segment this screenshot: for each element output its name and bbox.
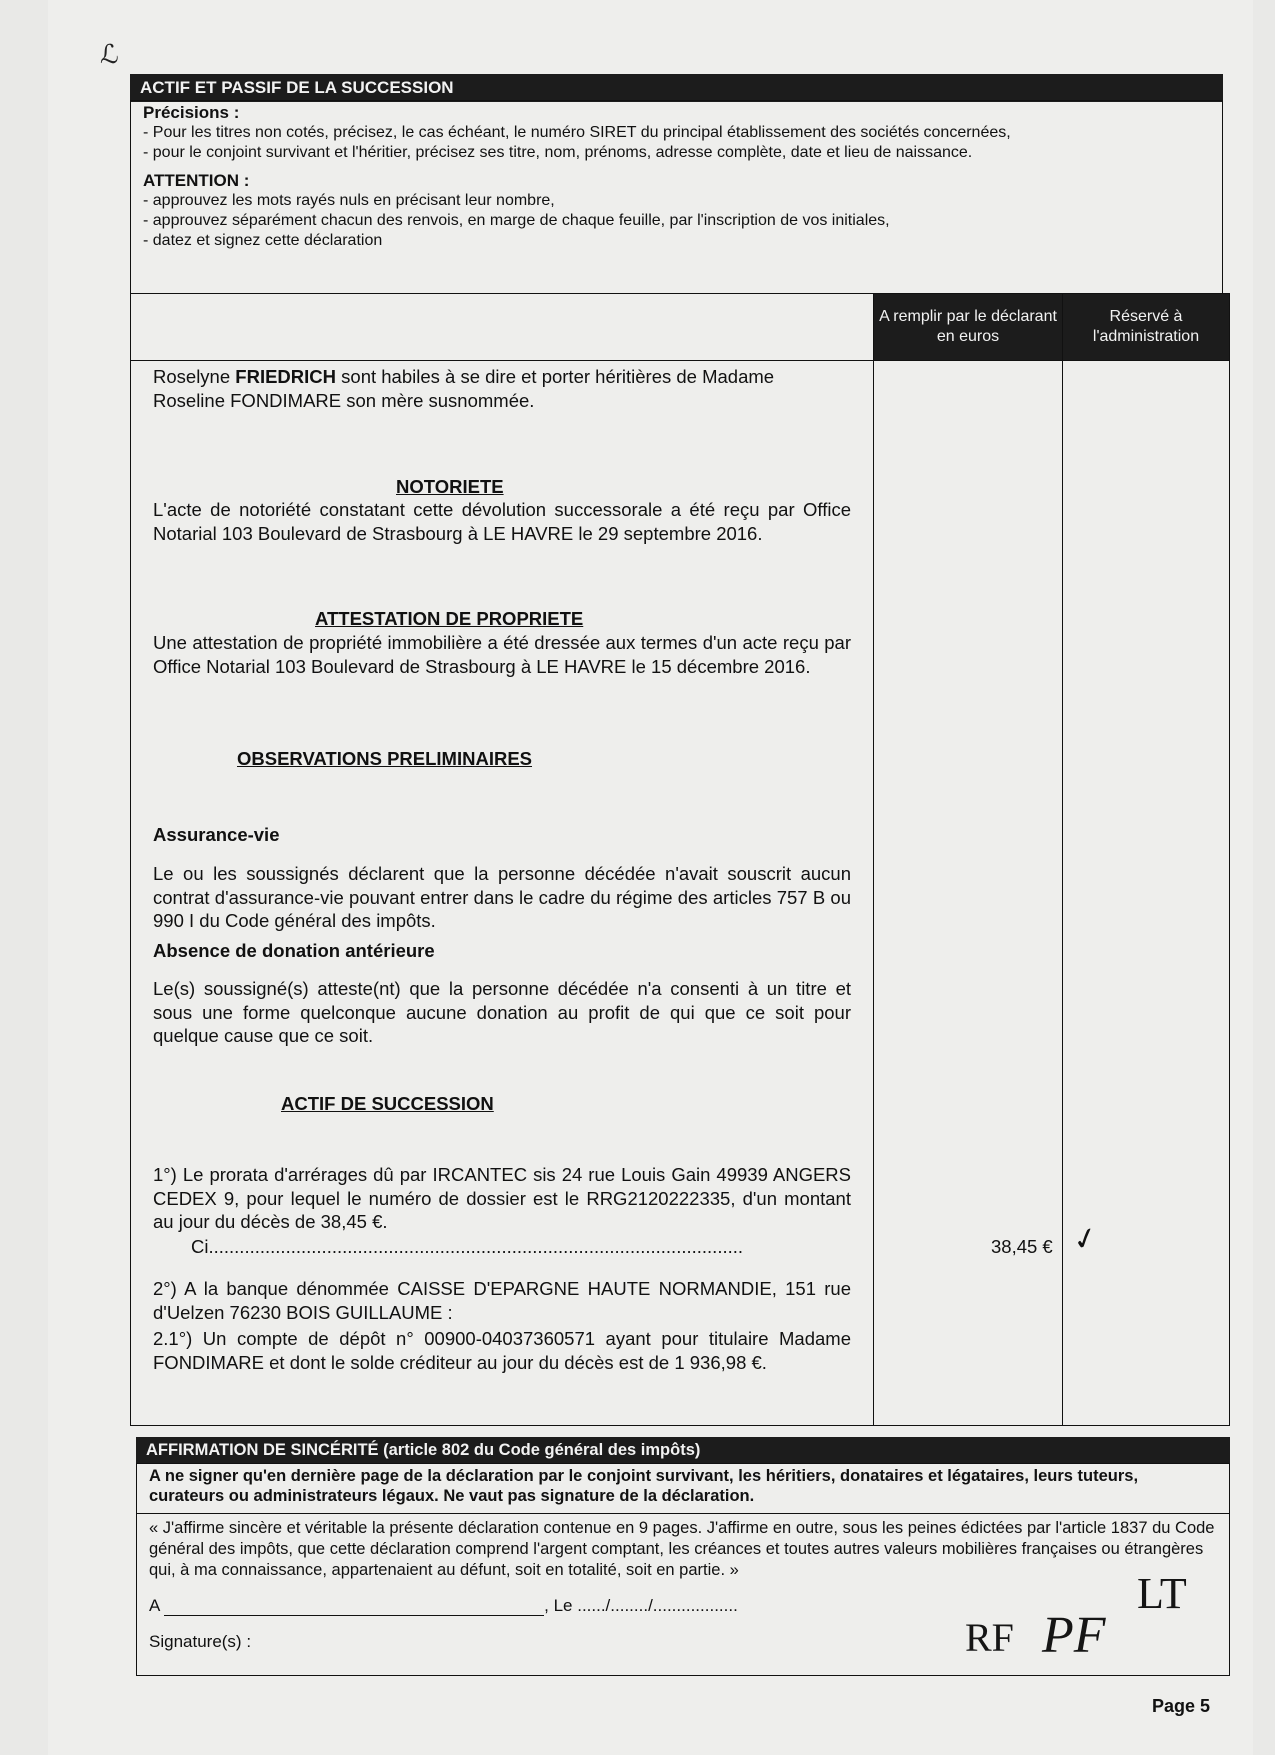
sincerity-title-bar [136, 1437, 1230, 1463]
assurance-title: Assurance-vie [153, 824, 280, 845]
check-mark-icon: ✓ [1069, 1220, 1102, 1259]
donation-title: Absence de donation antérieure [153, 940, 435, 961]
sincerity-box [136, 1463, 1230, 1676]
actif-item-1-ci: Ci........................................................................................................ [191, 1236, 744, 1257]
actif-title: ACTIF DE SUCCESSION [281, 1093, 494, 1114]
heirs-paragraph [153, 365, 851, 412]
actif-item-2: 2°) A la banque dénommée CAISSE D'EPARGNE HAUTE NORMANDIE, 151 rue d'Uelzen 76230 BOIS GUILLAUME : [153, 1278, 851, 1323]
actif-item-1 [153, 1163, 851, 1234]
declaration-table [130, 293, 1230, 1426]
actif-item-1-text: 1°) Le prorata d'arrérages dû par IRCANTEC sis 24 rue Louis Gain 49939 ANGERS CEDEX 9, pour lequel le numéro de dossier est le RRG2120222335, d'un montant au jour du décès de 38,45 €. [153, 1164, 851, 1232]
place-label: A [149, 1596, 160, 1615]
column-header-administration: Réservé à l'administration [1063, 294, 1229, 360]
donation-text: Le(s) soussigné(s) atteste(nt) que la personne décédée n'a consenti à un titre et sous une forme quelconque aucune donation au profit de qui que ce soit pour quelque cause que ce soit. [153, 978, 851, 1046]
heirs-text-2: Roseline FONDIMARE son mère susnommée. [153, 389, 535, 411]
actif-item-1-amount: 38,45 € [991, 1236, 1053, 1257]
observations-title: OBSERVATIONS PRELIMINAIRES [237, 748, 533, 769]
attestation-title: ATTESTATION DE PROPRIETE [315, 608, 584, 629]
margin-mark: ℒ [100, 40, 119, 69]
sincerity-warning: A ne signer qu'en dernière page de la déclaration par le conjoint survivant, les héritiers, donataires et légataires, leurs tuteurs, curateurs ou administrateurs légaux. Ne vaut pas signature de la déclaration. [137, 1464, 1229, 1514]
handwritten-initials: RF [965, 1615, 1014, 1660]
notoriete-title: NOTORIETE [396, 476, 504, 497]
signature-label: Signature(s) : [149, 1632, 252, 1651]
actif-item-2-1: 2.1°) Un compte de dépôt n° 00900-04037360571 ayant pour titulaire Madame FONDIMARE et dont le solde créditeur au jour du décès est de 1 936,98 €. [153, 1328, 851, 1373]
date-field[interactable]: , Le ....../......../.................. [544, 1596, 738, 1615]
place-date-row [149, 1596, 738, 1616]
sincerity-statement: « J'affirme sincère et véritable la présente déclaration contenue en 9 pages. J'affirme en outre, sous les peines édictées par l'article 1837 du Code général des impôts, que cette déclaration comprend l'argent comptant, les créances et toutes autres valeurs mobilières françaises ou étrangères qui, à ma connaissance, appartenaient au défunt, soit en totalité, soit en partie. » [149, 1519, 1215, 1579]
attention-heading: ATTENTION : [143, 171, 250, 190]
heir-surname: FRIEDRICH [235, 366, 337, 387]
precision-line: - Pour les titres non cotés, précisez, le cas échéant, le numéro SIRET du principal établissement des sociétés concernées, [143, 124, 1011, 141]
section-title-text: ACTIF ET PASSIF DE LA SUCCESSION [140, 78, 454, 97]
place-field[interactable] [164, 1599, 544, 1616]
assurance-text: Le ou les soussignés déclarent que la personne décédée n'avait souscrit aucun contrat d'assurance-vie pouvant entrer dans le cadre du régime des articles 757 B ou 990 I du Code général des impôts. [153, 863, 851, 931]
handwritten-initials: PF [1042, 1607, 1106, 1664]
precisions-heading: Précisions : [143, 103, 240, 122]
heirs-text: sont habiles à se dire et porter héritières de Madame [341, 366, 775, 387]
precision-line: - pour le conjoint survivant et l'héritier, précisez ses titre, nom, prénoms, adresse complète, date et lieu de naissance. [143, 144, 973, 161]
section-title-actif-passif [130, 74, 1223, 102]
column-header-declarant: A remplir par le déclarant en euros [874, 294, 1062, 360]
handwritten-initials: LT [1137, 1569, 1187, 1618]
precisions-box [130, 100, 1223, 294]
notoriete-text: L'acte de notoriété constatant cette dévolution successorale a été reçu par Office Notarial 103 Boulevard de Strasbourg à LE HAVRE le 29 septembre 2016. [153, 499, 851, 544]
attention-line: - approuvez les mots rayés nuls en précisant leur nombre, [143, 192, 555, 209]
sincerity-title: AFFIRMATION DE SINCÉRITÉ (article 802 du Code général des impôts) [146, 1440, 701, 1459]
attention-line: - datez et signez cette déclaration [143, 232, 383, 249]
page-number: Page 5 [1152, 1696, 1211, 1716]
heir-first-name: Roselyne [153, 366, 231, 387]
attestation-text: Une attestation de propriété immobilière a été dressée aux termes d'un acte reçu par Office Notarial 103 Boulevard de Strasbourg à LE HAVRE le 15 décembre 2016. [153, 632, 851, 677]
attention-line: - approuvez séparément chacun des renvois, en marge de chaque feuille, par l'inscription de vos initiales, [143, 212, 890, 229]
